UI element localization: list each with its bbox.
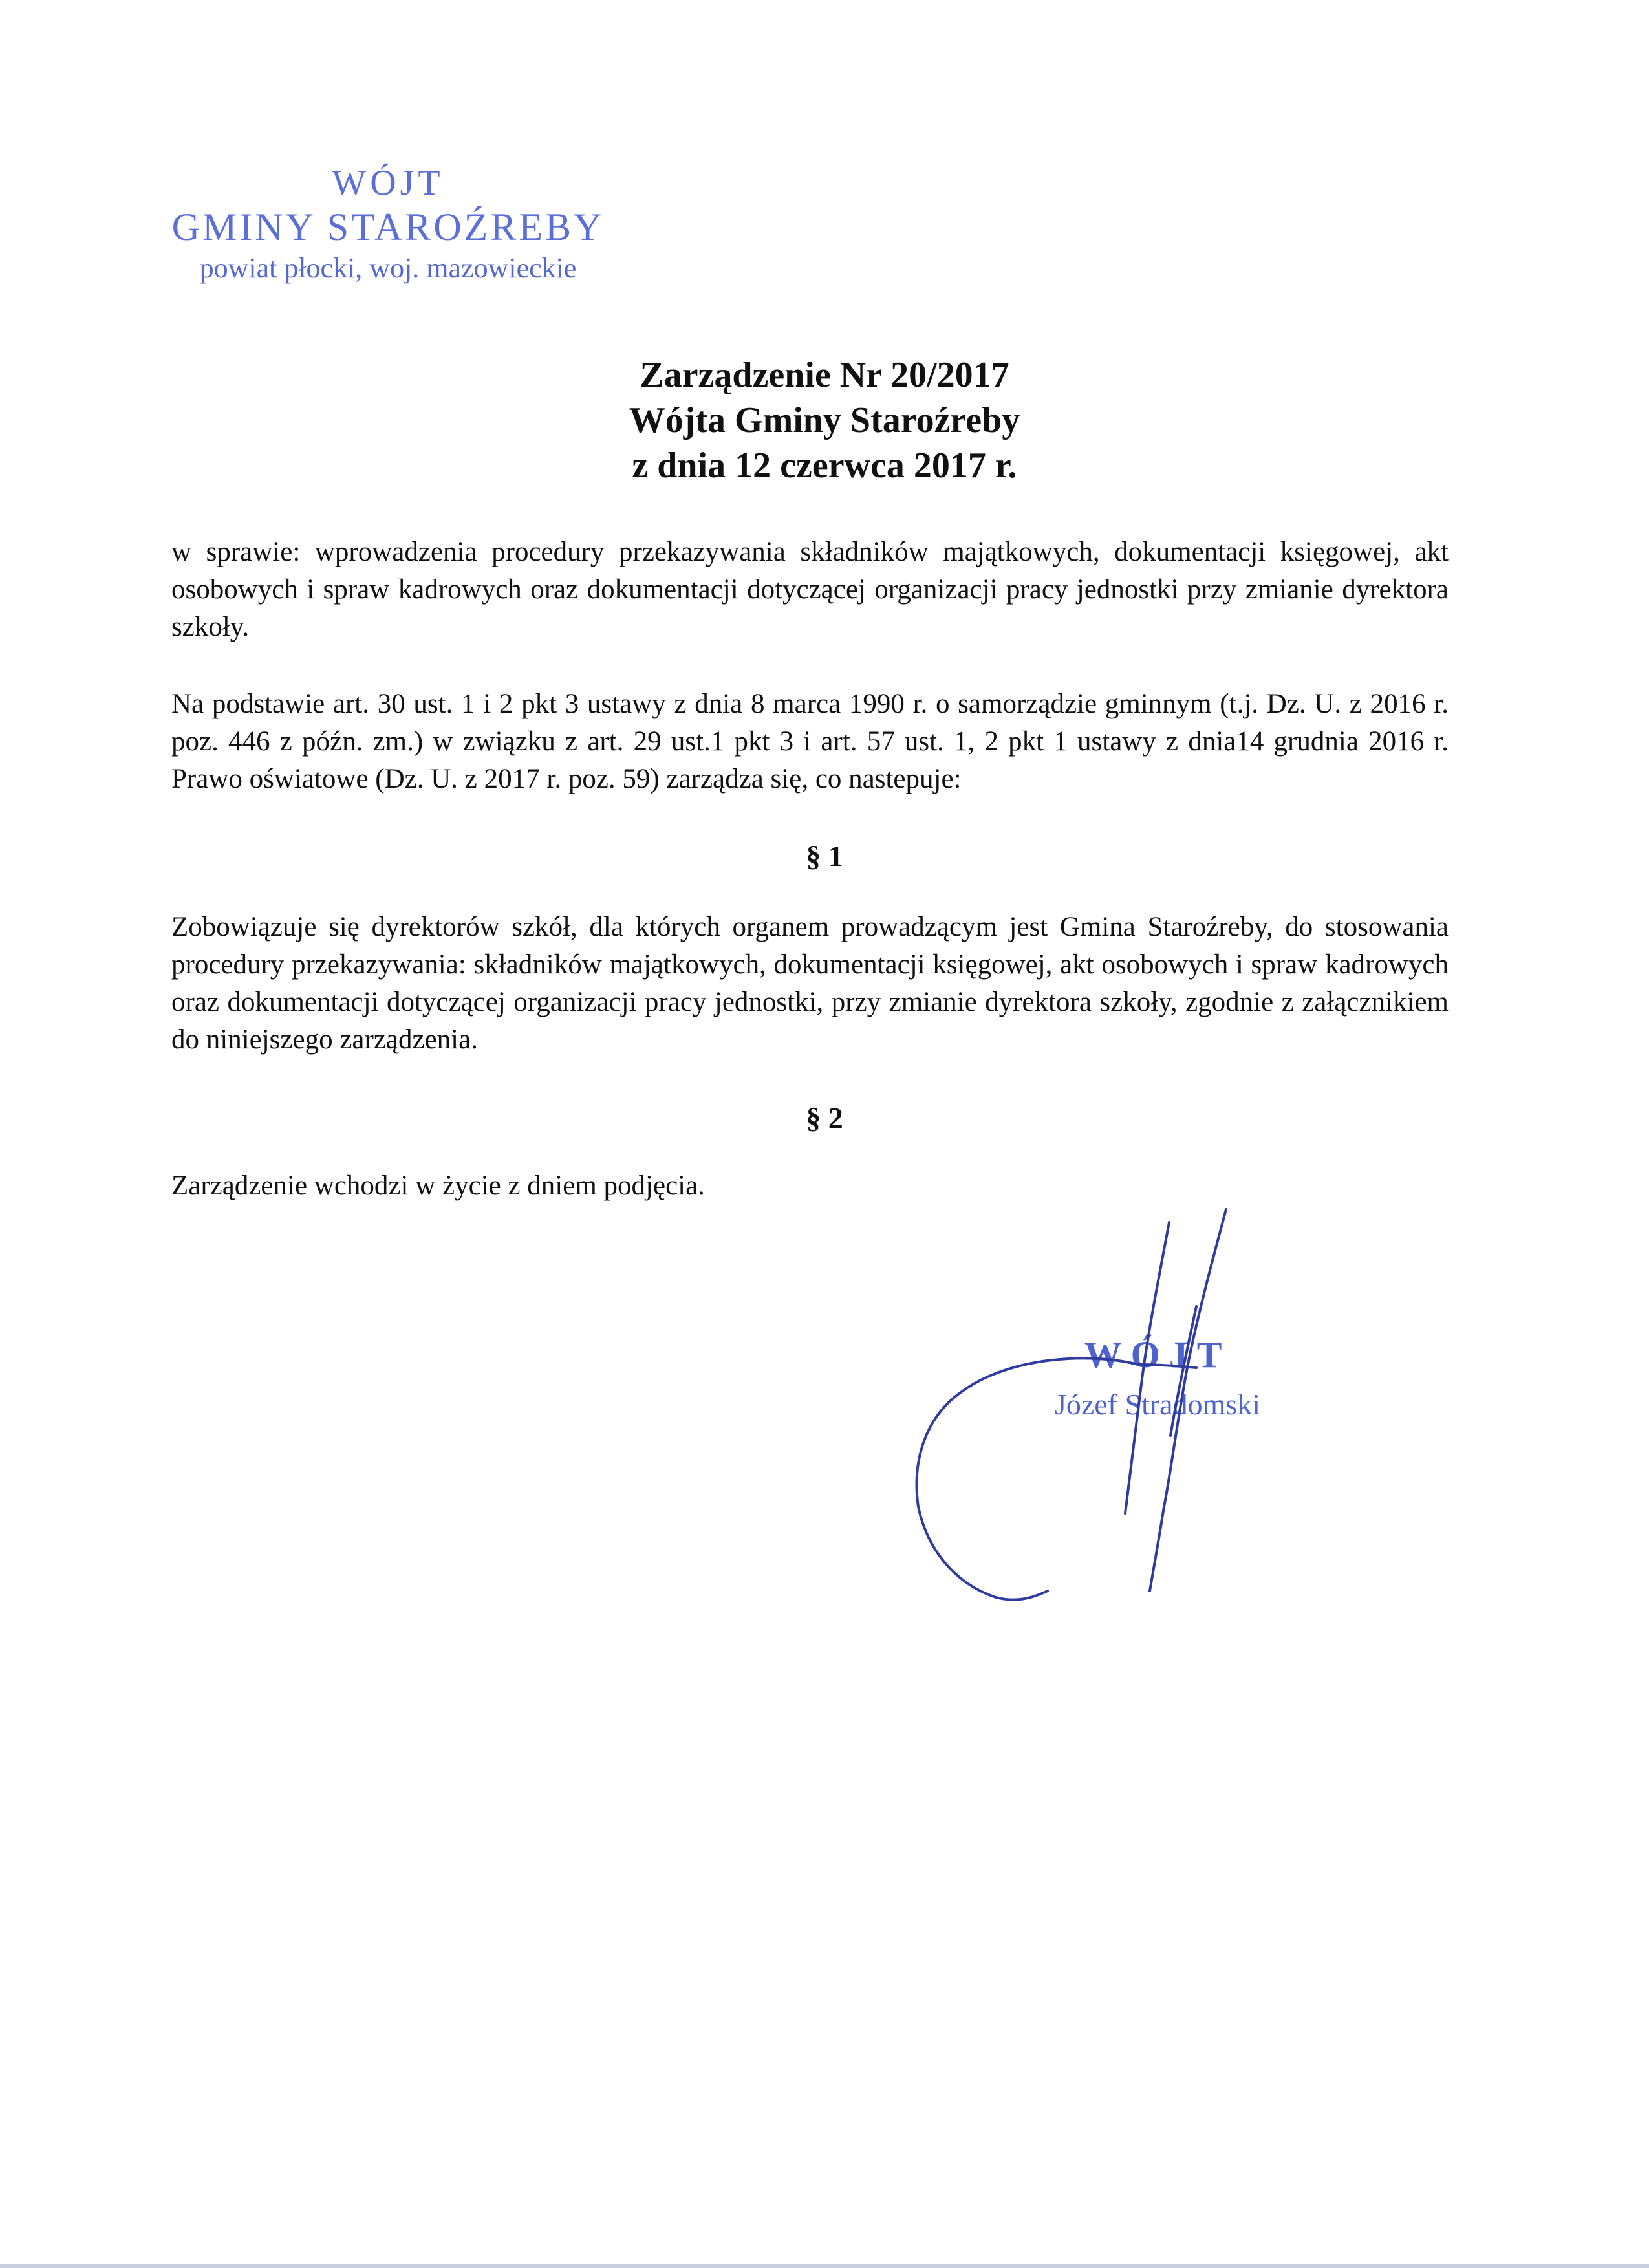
legal-basis-paragraph: Na podstawie art. 30 ust. 1 i 2 pkt 3 ustawy z dnia 8 marca 1990 r. o samorządzie gminnym (t.j. Dz. U. z 2016 r. poz. 446 z późn. zm.) w związku z art. 29 ust.1 pkt 3 i art. 57 ust. 1, 2 pkt 1 ustawy z dnia14 grudnia 2016 r. Prawo oświatowe (Dz. U. z 2017 r. poz. 59) zarządza się, co nastepuje: xyxy=(171,689,1449,794)
section-1-heading: § 1 xyxy=(806,839,843,872)
subject-paragraph: w sprawie: wprowadzenia procedury przekazywania składników majątkowych, dokumentacji księgowej, akt osobowych i spraw kadrowych oraz dokumentacji dotyczącej organizacji pracy jednostki przy zmianie dyrektora szkoły. xyxy=(171,537,1449,642)
header-stamp-office: WÓJT xyxy=(332,163,444,203)
signature-stamp-title: WÓJT xyxy=(1084,1334,1231,1376)
title-issuer: Wójta Gminy Staroźreby xyxy=(629,400,1020,440)
header-stamp-municipality: GMINY STAROŹREBY xyxy=(171,206,605,248)
signature-stamp-name: Józef Stradomski xyxy=(1054,1388,1261,1421)
document-title xyxy=(0,352,1649,488)
handwritten-signature xyxy=(892,1203,1280,1617)
title-date: z dnia 12 czerwca 2017 r. xyxy=(632,446,1017,486)
header-stamp xyxy=(162,162,614,287)
section-2-heading: § 2 xyxy=(806,1101,843,1134)
scan-edge-line xyxy=(0,2264,1649,2268)
title-number: Zarządzenie Nr 20/2017 xyxy=(640,355,1009,395)
header-stamp-region: powiat płocki, woj. mazowieckie xyxy=(199,252,577,284)
section-2-text: Zarządzenie wchodzi w życie z dniem podjęcia. xyxy=(171,1171,705,1201)
section-1-text: Zobowiązuje się dyrektorów szkół, dla których organem prowadzącym jest Gmina Staroźreby, do stosowania procedury przekazywania: składników majątkowych, dokumentacji księgowej, akt osobowych i spraw kadrowych oraz dokumentacji dotyczącej organizacji pracy jednostki, przy zmianie dyrektora szkoły, zgodnie z załącznikiem do niniejszego zarządzenia. xyxy=(171,912,1449,1055)
